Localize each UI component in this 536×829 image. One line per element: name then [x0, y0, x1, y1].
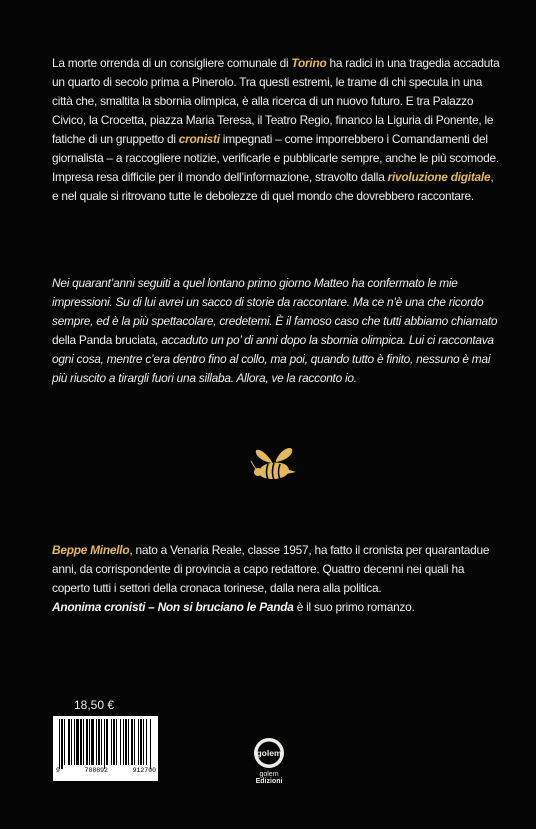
highlight-rivoluzione-digitale: rivoluzione digitale [387, 170, 491, 184]
barcode-bar [74, 719, 75, 765]
quote-text: , accaduto un po’ di anni dopo la sbornia olimpica. Lui ci raccontava ogni cosa, mentre c’era dentro fino al collo, ma poi, quando tutto è finito, nessuno è mai più riuscito a tirargli fuori una sillaba. Allora, ve la racconto io. [52, 333, 494, 385]
isbn-digits [56, 767, 156, 774]
quote-text: Nei quarant’anni seguiti a quel lontano primo giorno Matteo ha confermato le mie impressioni. Su di lui avrei un sacco di storie da raccontare. Ma ce n’è una che ricordo sempre, ed è la più spettacolare, credetemi. È il famoso caso che tutti abbiamo chiamato [52, 276, 498, 328]
bio-text: è il suo primo romanzo. [293, 600, 415, 614]
barcode-bar [71, 719, 72, 765]
bio-title-line [52, 598, 502, 617]
bio-paragraph [52, 541, 502, 598]
barcode-bar [86, 719, 88, 765]
barcode-bar [64, 719, 65, 765]
author-bio [52, 541, 502, 617]
barcode-bar [96, 719, 97, 765]
synopsis-paragraph-2 [52, 168, 502, 206]
isbn-digit-group: 788892 [84, 767, 108, 774]
barcode-bar [128, 719, 129, 765]
highlight-cronisti: cronisti [178, 132, 220, 146]
barcode-bar [143, 719, 144, 765]
barcode-bar [131, 719, 133, 765]
barcode-bar [111, 719, 112, 765]
book-title: Anonima cronisti – Non si bruciano le Panda [52, 600, 294, 614]
barcode-bar [116, 719, 117, 765]
quote-upright-text: della Panda bruciata [52, 333, 156, 347]
synopsis-text: , e nel quale si ritrovano tutte le debolezze di quel mondo che dovrebbero raccontare. [52, 170, 494, 203]
barcode-bar [91, 719, 94, 765]
isbn-digit-group: 9 [56, 767, 60, 774]
bio-text: , nato a Venaria Reale, classe 1957, ha fatto il cronista per quarantadue anni, da corrispondente di provincia a capo redattore. Quattro decenni nei quali ha coperto tutti i settori della cronaca torinese, dalla nera alla politica. [52, 543, 490, 595]
barcode-bar [76, 719, 79, 765]
barcode-bar [150, 719, 151, 769]
isbn-digit-group: 912700 [132, 767, 156, 774]
barcode-bar [80, 719, 82, 765]
barcode-bar [113, 719, 115, 765]
publisher-name-b: Edizioni [255, 778, 283, 785]
barcode-bar [138, 719, 139, 765]
barcode-bar [125, 719, 127, 765]
synopsis-text: La morte orrenda di un consigliere comunale di [52, 56, 292, 70]
barcode-bar [83, 719, 84, 765]
publisher-name [246, 771, 292, 785]
synopsis-text: Impresa resa difficile per il mondo dell’informazione, stravolto dalla [52, 170, 388, 184]
barcode-bar [146, 719, 147, 765]
synopsis-text: ha radici in una tragedia accaduta un quarto di secolo prima a Pinerolo. Tra questi estremi, le trame di chi specula in una città che, smaltita la sbornia olimpica, è alla ricerca di un nuovo futuro. E tra Palazzo Civico, la Crocetta, piazza Maria Teresa, il Teatro Regio, financo la Liguria di Ponente, le fatiche di un gruppetto di [52, 56, 500, 146]
barcode-bar [106, 719, 108, 765]
excerpt-quote [52, 274, 502, 388]
publisher-name-a: golem [259, 771, 279, 778]
barcode-bar [101, 719, 102, 765]
synopsis [52, 54, 502, 206]
barcode-bar [123, 719, 124, 765]
price: 18,50 € [74, 698, 115, 712]
synopsis-text: impegnati – come imporrebbero i Comandamenti del giornalista – a raccogliere notizie, verificarle e pubblicarle sempre, anche le più scomode. [52, 132, 499, 165]
highlight-torino: Torino [291, 56, 327, 70]
barcode-bar [104, 719, 105, 769]
barcode-bar [89, 719, 90, 765]
author-name: Beppe Minello [52, 543, 130, 557]
logo-text: golem [256, 748, 282, 758]
barcode-bar [59, 719, 60, 769]
barcode-bar [68, 719, 70, 765]
synopsis-paragraph-1 [52, 54, 502, 168]
barcode-bar [61, 719, 63, 769]
barcode-bar [134, 719, 135, 765]
barcode-bar [140, 719, 142, 765]
bee-icon [250, 445, 298, 485]
barcode-bar [98, 719, 100, 765]
barcode-bar [120, 719, 121, 765]
